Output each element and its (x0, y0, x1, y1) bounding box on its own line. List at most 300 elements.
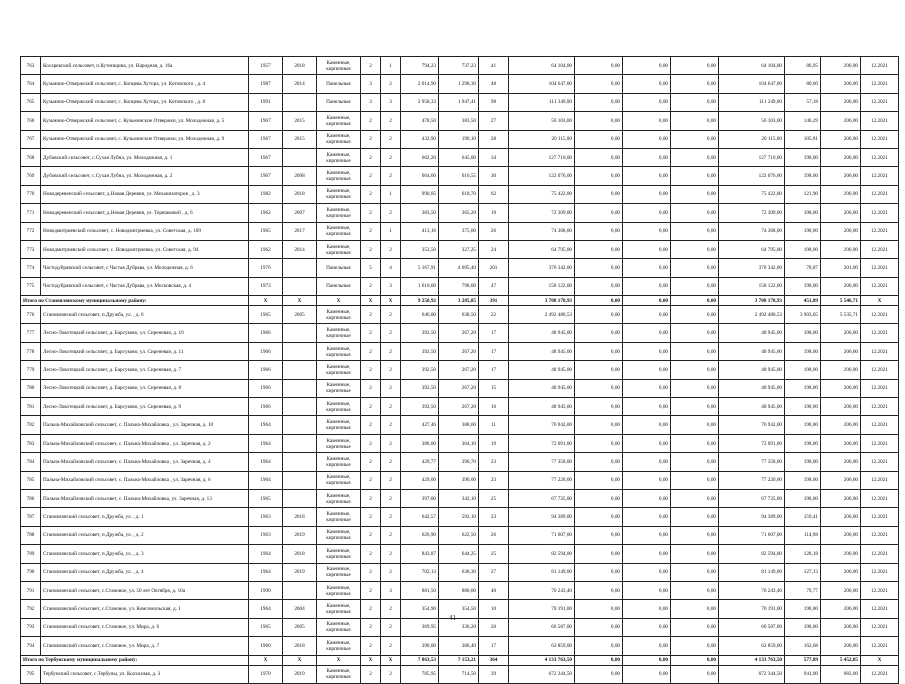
table-cell: 17 (479, 342, 509, 360)
table-cell: 798,60 (439, 277, 479, 295)
row-number: 783 (21, 434, 41, 452)
table-cell: 0,00 (623, 526, 671, 544)
table-cell: 0,00 (623, 489, 671, 507)
address-cell: Пальна-Михайловский сельсовет, с. Пальна-Михайловка , ул. Заречная, д. 10 (41, 416, 249, 434)
table-cell: 881,50 (401, 581, 439, 599)
table-cell: 646,00 (401, 306, 439, 324)
table-cell: 62 859,00 (719, 637, 785, 655)
table-cell: 2004 (283, 600, 317, 618)
address-cell: Частодубравский сельсовет, с.Частая Дубрава, ул. Московская, д. 4 (41, 277, 249, 295)
table-cell: 198,00 (785, 471, 821, 489)
total-cell: 391 (479, 296, 509, 306)
table-cell: 478,50 (401, 112, 439, 130)
table-cell: 10 (479, 600, 509, 618)
address-cell: Дубовский сельсовет, с.Сухая Лубна, ул. Молодежная, д. 2 (41, 167, 249, 185)
table-cell (283, 581, 317, 599)
table-cell: 392,50 (401, 342, 439, 360)
total-label: Итого по Становлянскому муниципальному району: (21, 296, 249, 306)
table-cell: 2017 (283, 222, 317, 240)
table-cell: 2 (361, 185, 381, 203)
address-cell: Лесно-Локотецкий сельсовет, д. Барсуково, ул. Сиреневая, д. 10 (41, 324, 249, 342)
table-cell: 3 (361, 75, 381, 93)
table-cell: Каменные, кирпичные (317, 306, 361, 324)
table-cell: 48 945,00 (719, 398, 785, 416)
table-cell: 206,00 (821, 222, 861, 240)
table-cell: 1966 (249, 361, 283, 379)
table-cell: 0,00 (575, 342, 623, 360)
table-row (21, 416, 899, 434)
table-cell: 198,00 (785, 240, 821, 258)
table-cell: 2 (381, 361, 401, 379)
total-label: Итого по Тербунскому муниципальному району: (21, 655, 249, 665)
table-cell: 0,00 (671, 600, 719, 618)
table-cell: 23 (479, 453, 509, 471)
table-cell: 0,00 (671, 185, 719, 203)
table-cell: 20 (479, 618, 509, 636)
table-cell: 662,20 (401, 148, 439, 166)
table-cell: 1991 (249, 93, 283, 111)
table-cell: 12.2021 (861, 57, 899, 75)
total-cell: 3 708 170,93 (719, 296, 785, 306)
table-cell: 198,00 (785, 342, 821, 360)
table-cell: 0,00 (623, 665, 671, 683)
table-cell: 12.2021 (861, 665, 899, 683)
table-cell: 20 115,00 (719, 130, 785, 148)
table-cell: 1970 (249, 665, 283, 683)
table-cell: 198,00 (785, 361, 821, 379)
table-cell: 0,00 (623, 259, 671, 277)
table-cell: 206,00 (821, 563, 861, 581)
table-cell: 12.2021 (861, 277, 899, 295)
table-cell: 146,29 (785, 112, 821, 130)
table-cell: 2 (381, 324, 401, 342)
table-cell: 1966 (249, 379, 283, 397)
table-cell: 2 (361, 204, 381, 222)
row-number: 792 (21, 600, 41, 618)
total-cell: 0,00 (671, 655, 719, 665)
table-cell: 39 (479, 665, 509, 683)
table-cell: 0,00 (623, 57, 671, 75)
table-cell: 70 243,40 (509, 581, 575, 599)
row-number: 788 (21, 526, 41, 544)
table-cell: 2 (381, 489, 401, 507)
row-number: 789 (21, 545, 41, 563)
table-cell: 12.2021 (861, 526, 899, 544)
table-cell: 0,00 (575, 222, 623, 240)
table-cell: 127 710,00 (719, 148, 785, 166)
table-cell: 365,20 (439, 204, 479, 222)
table-cell: 397,00 (401, 489, 439, 507)
table-cell: Панельные (317, 93, 361, 111)
table-cell: 12.2021 (861, 489, 899, 507)
table-cell: 2 (361, 222, 381, 240)
table-cell: 19 (479, 434, 509, 452)
table-cell: 2 (361, 306, 381, 324)
table-cell: 47 (479, 277, 509, 295)
total-cell: 7 863,53 (401, 655, 439, 665)
district-total-row (21, 655, 899, 665)
table-cell: 2019 (283, 526, 317, 544)
table-cell: 267,20 (439, 379, 479, 397)
total-cell: X (861, 296, 899, 306)
table-cell: 386,40 (439, 637, 479, 655)
table-cell: 198,00 (785, 453, 821, 471)
table-cell: 0,00 (623, 324, 671, 342)
address-cell: Пальна-Михайловский сельсовет, с. Пальна-Михайловка , ул. Заречная, д. 2 (41, 434, 249, 452)
table-cell: 2 (381, 167, 401, 185)
table-cell: 79,77 (785, 581, 821, 599)
table-cell (283, 398, 317, 416)
table-cell: 0,00 (575, 665, 623, 683)
address-cell: Становлянский сельсовет, с.Становое, ул. Мира, д. 6 (41, 618, 249, 636)
table-cell: 0,00 (671, 398, 719, 416)
table-cell: 2005 (283, 306, 317, 324)
table-cell: 3 903,65 (785, 306, 821, 324)
row-number: 782 (21, 416, 41, 434)
table-cell: 369,95 (401, 618, 439, 636)
table-cell: 12.2021 (861, 148, 899, 166)
table-cell: 843,87 (401, 545, 439, 563)
table-cell: 2 (381, 453, 401, 471)
total-cell: X (317, 296, 361, 306)
table-cell (283, 277, 317, 295)
table-cell: 98 (479, 93, 509, 111)
table-cell (283, 259, 317, 277)
table-cell: 0,00 (671, 471, 719, 489)
row-number: 784 (21, 453, 41, 471)
table-cell: 5 (361, 259, 381, 277)
table-cell: 375,60 (439, 222, 479, 240)
table-cell: 0,00 (575, 581, 623, 599)
row-number: 772 (21, 222, 41, 240)
table-cell: 0,00 (575, 526, 623, 544)
table-cell: 86,95 (785, 57, 821, 75)
table-cell: 198,00 (785, 379, 821, 397)
table-cell: Каменные, кирпичные (317, 379, 361, 397)
table-cell: 56 103,00 (509, 112, 575, 130)
table-cell: 0,00 (671, 379, 719, 397)
row-number: 791 (21, 581, 41, 599)
table-cell: 12.2021 (861, 453, 899, 471)
table-cell: 432,90 (401, 130, 439, 148)
table-cell: 30 (479, 167, 509, 185)
table-cell: 66 587,00 (509, 618, 575, 636)
table-cell: Каменные, кирпичные (317, 398, 361, 416)
table-cell: Каменные, кирпичные (317, 240, 361, 258)
table-cell: 1 947,41 (439, 93, 479, 111)
row-number: 770 (21, 185, 41, 203)
table-cell: 5 535,71 (821, 306, 861, 324)
table-cell: 12.2021 (861, 618, 899, 636)
address-cell: Кузьмино-Отвержский сельсовет, с. Копцева Хутора, ул. Котовского , д. 4 (41, 75, 249, 93)
row-number: 763 (21, 57, 41, 75)
total-cell: X (317, 655, 361, 665)
table-cell: 2018 (283, 185, 317, 203)
table-cell: 2005 (283, 618, 317, 636)
total-cell: X (283, 296, 317, 306)
table-cell: 34 (479, 148, 509, 166)
table-cell: 370 342,00 (719, 259, 785, 277)
table-cell: 2 (361, 112, 381, 130)
address-cell: Становлянский сельсовет, п.Дружба, ул. , д. 2 (41, 526, 249, 544)
table-cell: 0,00 (671, 508, 719, 526)
table-cell: 1965 (249, 222, 283, 240)
table-cell: 12.2021 (861, 545, 899, 563)
table-cell: 2 (381, 204, 401, 222)
address-cell: Лесно-Локотецкий сельсовет, д. Барсуково, ул. Сиреневая, д. 11 (41, 342, 249, 360)
table-cell: 127 710,00 (509, 148, 575, 166)
table-cell: 17 (479, 637, 509, 655)
total-cell: X (381, 296, 401, 306)
table-cell: 0,00 (575, 277, 623, 295)
table-cell: 1957 (249, 57, 283, 75)
table-row (21, 398, 899, 416)
table-cell: Панельные (317, 75, 361, 93)
row-number: 793 (21, 618, 41, 636)
table-cell: 75 422,00 (509, 185, 575, 203)
table-cell: 0,00 (575, 75, 623, 93)
table-cell: Каменные, кирпичные (317, 204, 361, 222)
table-cell: 0,00 (671, 57, 719, 75)
table-cell: 2014 (283, 240, 317, 258)
row-number: 781 (21, 398, 41, 416)
table-cell: 206,00 (821, 453, 861, 471)
table-cell: 1965 (249, 306, 283, 324)
table-cell: 64 795,00 (719, 240, 785, 258)
table-cell: 390,00 (401, 637, 439, 655)
table-cell: 0,00 (671, 526, 719, 544)
table-cell: 122 076,00 (719, 167, 785, 185)
table-cell: 75 422,00 (719, 185, 785, 203)
table-cell: 76 942,00 (509, 416, 575, 434)
table-cell: 0,00 (575, 545, 623, 563)
table-cell: 2 (361, 416, 381, 434)
table-cell: 1962 (249, 240, 283, 258)
total-cell: 577,89 (785, 655, 821, 665)
table-cell: 1966 (249, 398, 283, 416)
table-cell: Каменные, кирпичные (317, 489, 361, 507)
table-cell: 128,18 (785, 545, 821, 563)
total-cell: 0,00 (575, 296, 623, 306)
table-row (21, 453, 899, 471)
table-cell: 12.2021 (861, 185, 899, 203)
table-cell: 0,00 (671, 563, 719, 581)
table-cell: Каменные, кирпичные (317, 130, 361, 148)
table-cell: 67 735,00 (509, 489, 575, 507)
table-cell: 0,00 (671, 637, 719, 655)
table-row (21, 130, 899, 148)
table-cell: 206,00 (821, 398, 861, 416)
table-cell: 1966 (249, 324, 283, 342)
table-cell: 64 795,00 (509, 240, 575, 258)
table-row (21, 434, 899, 452)
row-number: 779 (21, 361, 41, 379)
table-row (21, 112, 899, 130)
table-cell: 70 191,00 (509, 600, 575, 618)
table-cell: 0,00 (671, 259, 719, 277)
table-cell: 2018 (283, 508, 317, 526)
page-number: 41 (449, 614, 456, 622)
table-cell: 622,50 (439, 526, 479, 544)
table-cell: 198,00 (785, 324, 821, 342)
table-cell: 26 (479, 526, 509, 544)
table-cell: 111 349,00 (509, 93, 575, 111)
table-cell: 62 859,00 (509, 637, 575, 655)
table-cell: 206,00 (821, 618, 861, 636)
address-cell: Пальна-Михайловский сельсовет, с. Пальна-Михайловка , ул. Заречная, д. 6 (41, 471, 249, 489)
table-row (21, 185, 899, 203)
table-cell: 2 (361, 57, 381, 75)
row-number: 771 (21, 204, 41, 222)
table-cell: 67 735,00 (719, 489, 785, 507)
table-cell: 1964 (249, 416, 283, 434)
table-cell: 0,00 (671, 93, 719, 111)
table-cell: 72 309,00 (509, 204, 575, 222)
table-cell: Каменные, кирпичные (317, 57, 361, 75)
table-cell: 111 349,00 (719, 93, 785, 111)
table-cell: 0,00 (623, 581, 671, 599)
total-cell: X (381, 655, 401, 665)
table-row (21, 471, 899, 489)
table-cell (283, 148, 317, 166)
table-cell: 2 (361, 361, 381, 379)
table-cell: 0,00 (575, 167, 623, 185)
table-cell: 12.2021 (861, 508, 899, 526)
table-cell: 626,90 (401, 526, 439, 544)
table-cell: 1963 (249, 508, 283, 526)
table-cell: 94 389,00 (719, 508, 785, 526)
table-cell: 94 389,00 (509, 508, 575, 526)
table-cell: Каменные, кирпичные (317, 434, 361, 452)
table-cell: 2014 (283, 75, 317, 93)
table-cell: 2 (381, 618, 401, 636)
row-number: 794 (21, 637, 41, 655)
table-cell: 2008 (283, 167, 317, 185)
table-cell: 22 (479, 306, 509, 324)
district-total-row (21, 296, 899, 306)
table-cell: 2 (361, 240, 381, 258)
table-cell: 104 647,00 (719, 75, 785, 93)
table-cell: 2 (381, 148, 401, 166)
table-cell: 0,00 (623, 379, 671, 397)
table-cell: 23 (479, 508, 509, 526)
table-cell: 2 (361, 167, 381, 185)
table-cell: 56 103,00 (719, 112, 785, 130)
table-cell: 3 (381, 93, 401, 111)
table-cell: 0,00 (623, 545, 671, 563)
total-cell: X (249, 296, 283, 306)
table-cell: 206,00 (821, 600, 861, 618)
table-cell: 0,00 (575, 148, 623, 166)
table-cell: 206,00 (821, 342, 861, 360)
row-number: 785 (21, 471, 41, 489)
table-cell: 0,00 (575, 434, 623, 452)
address-cell: Новодмитриевский сельсовет, с. Новодмитриевка, ул. Советская, д. 109 (41, 222, 249, 240)
table-cell: 1964 (249, 545, 283, 563)
table-cell: 0,00 (623, 398, 671, 416)
table-cell: 48 945,00 (719, 361, 785, 379)
table-cell: 48 945,00 (509, 379, 575, 397)
table-cell: 12.2021 (861, 563, 899, 581)
table-cell: 72 091,00 (509, 434, 575, 452)
table-cell: 48 945,00 (719, 379, 785, 397)
registry-sheet (20, 56, 892, 684)
table-row (21, 240, 899, 258)
table-cell: 12.2021 (861, 416, 899, 434)
table-cell: 592,10 (439, 508, 479, 526)
table-cell: Каменные, кирпичные (317, 112, 361, 130)
table-cell: 383,50 (401, 204, 439, 222)
table-cell: 0,00 (623, 130, 671, 148)
table-cell: 12.2021 (861, 259, 899, 277)
row-number: 795 (21, 665, 41, 683)
total-cell: 4 133 763,50 (509, 655, 575, 665)
table-cell: 72 091,00 (719, 434, 785, 452)
table-row (21, 637, 899, 655)
table-cell: 0,00 (623, 185, 671, 203)
table-cell: Каменные, кирпичные (317, 453, 361, 471)
table-cell: 1964 (249, 563, 283, 581)
table-cell: 0,00 (575, 563, 623, 581)
table-cell: 48 945,00 (509, 361, 575, 379)
row-number: 773 (21, 240, 41, 258)
table-cell: 0,00 (623, 240, 671, 258)
table-cell: 342,10 (439, 489, 479, 507)
row-number: 786 (21, 489, 41, 507)
table-cell: 2 (361, 489, 381, 507)
table-row (21, 324, 899, 342)
table-cell: 26 (479, 222, 509, 240)
table-row (21, 204, 899, 222)
address-cell: Новодмитриевский сельсовет, с. Новодмитриевка, ул. Советская, д. 94 (41, 240, 249, 258)
table-cell: 794,23 (401, 57, 439, 75)
table-cell: 206,00 (821, 240, 861, 258)
table-cell (283, 453, 317, 471)
address-cell: Становлянский сельсовет, с.Становое, ул. 50 лет Октября, д. 10а (41, 581, 249, 599)
table-cell: 0,00 (671, 581, 719, 599)
table-cell: 0,00 (575, 618, 623, 636)
table-cell: 206,00 (821, 471, 861, 489)
table-cell: 0,00 (575, 185, 623, 203)
table-cell: 785,95 (401, 665, 439, 683)
address-cell: Пальна-Михайловский сельсовет, с. Пальна-Михайловка, ул. Заречная, д. 13 (41, 489, 249, 507)
table-cell: 77 358,00 (509, 453, 575, 471)
table-cell: 370 342,00 (509, 259, 575, 277)
table-cell: 121,90 (785, 185, 821, 203)
table-cell: 0,00 (575, 600, 623, 618)
table-cell: 0,00 (575, 130, 623, 148)
table-cell: 12.2021 (861, 361, 899, 379)
table-cell: 70 243,40 (719, 581, 785, 599)
table-cell: 198,00 (785, 600, 821, 618)
table-cell: 0,00 (575, 306, 623, 324)
table-cell: 70 191,00 (719, 600, 785, 618)
table-cell: 19 (479, 204, 509, 222)
table-cell: 206,00 (821, 93, 861, 111)
table-cell: 0,00 (671, 434, 719, 452)
table-cell: 1965 (249, 618, 283, 636)
table-cell: 198,00 (785, 204, 821, 222)
table-cell: 2 (381, 240, 401, 258)
table-cell: 642,57 (401, 508, 439, 526)
address-cell: Становлянский сельсовет, п.Дружба, ул. , д. 4 (41, 563, 249, 581)
table-cell: 2 014,90 (401, 75, 439, 93)
table-cell: 0,00 (575, 379, 623, 397)
table-cell: 429,77 (401, 453, 439, 471)
table-cell: 206,00 (821, 379, 861, 397)
table-cell: 48 (479, 75, 509, 93)
table-cell: 672 344,50 (719, 665, 785, 683)
